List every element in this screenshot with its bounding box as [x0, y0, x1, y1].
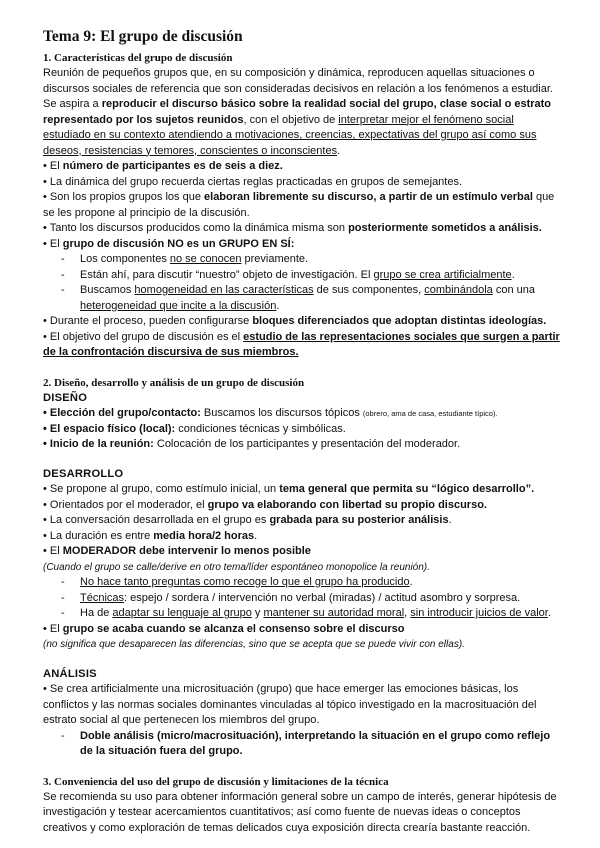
text: , [404, 607, 411, 619]
text: , con el objetivo de [243, 113, 339, 126]
bullet-duration [43, 529, 563, 545]
bullet-moderator [43, 544, 563, 560]
bold-text: reproducir el discurso básico sobre la realidad social del grupo, clase social o estrato representado por los sujetos reunidos [43, 98, 552, 126]
text: • El [43, 545, 63, 557]
text: que se les propone al principio de la discusión. [43, 191, 555, 219]
text: de sus componentes, [313, 284, 425, 296]
text: Los componentes [80, 253, 170, 265]
underlined-text: No hace tanto preguntas como recoge lo que el grupo ha producido [80, 576, 410, 588]
text: Están ahí, para discutir “nuestro” objeto de investigación. El [80, 268, 374, 281]
text: • El [43, 160, 63, 172]
bold-text: • Inicio de la reunión: [43, 438, 154, 450]
underlined-text: homogeneidad en las características [134, 284, 314, 296]
bold-text: grupo se acaba cuando se alcanza el consenso sobre el discurso [62, 622, 405, 635]
bold-text: media hora/2 horas [153, 529, 255, 542]
text: . [254, 529, 258, 542]
text: previamente. [241, 253, 309, 265]
text: Buscamos [80, 284, 135, 296]
dash-item [43, 729, 563, 760]
bold-text: grupo va elaborando con libertad su propio discurso. [207, 498, 487, 511]
bold-text: posteriormente sometidos a análisis. [348, 222, 542, 234]
text: • Se propone al grupo, como estímulo inicial, un [43, 483, 280, 495]
text: • Tanto los discursos producidos como la dinámica misma son [43, 222, 349, 234]
text: . [547, 607, 551, 619]
underlined-text: sin introducir juicios de valor [410, 607, 548, 619]
section-2-heading: 2. Diseño, desarrollo y análisis de un grupo de discusión [43, 376, 305, 389]
text: y [251, 607, 264, 619]
bold-text: grupo de discusión NO es un GRUPO EN SÍ: [62, 237, 295, 250]
bullet-dynamics: • La dinámica del grupo recuerda ciertas reglas practicadas en grupos de semejantes. [43, 175, 463, 188]
small-text: (obrero, ama de casa, estudiante típico). [362, 409, 498, 418]
subheading-diseno: DISEÑO [43, 391, 88, 404]
bullet-meeting-start [43, 437, 563, 453]
bold-text: • El espacio físico (local): [43, 422, 176, 435]
text: • La conversación desarrollada en el grupo es [43, 514, 270, 526]
text: Colocación de los participantes y presentación del moderador. [153, 438, 461, 450]
bold-text: bloques diferenciados que adoptan distintas ideologías. [252, 315, 547, 327]
bullet-physical-space [43, 422, 563, 438]
section-1-heading: 1. Características del grupo de discusión [43, 52, 233, 64]
dash-item [43, 606, 563, 622]
bold-text: número de participantes es de seis a diez. [62, 160, 283, 172]
s1-paragraph-1: Reunión de pequeños grupos que, en su composición y dinámica, reproducen aquellas situaciones o discursos sociales de referencia que son consideradas decisivos en relación a los fenómenos a estudiar. [43, 67, 553, 95]
section-3-heading: 3. Conveniencia del uso del grupo de discusión y limitaciones de la técnica [43, 775, 389, 788]
dash-item [43, 283, 563, 314]
subheading-desarrollo: DESARROLLO [43, 467, 124, 480]
bold-underlined-text: estudio de las representaciones sociales que surgen a partir de la confrontación discursiva de sus miembros. [43, 330, 560, 358]
bullet-consensus [43, 622, 563, 638]
text: . [511, 268, 515, 281]
subheading-analisis: ANÁLISIS [43, 667, 97, 680]
text: : espejo / sordera / intervención no verbal (miradas) / actitud asombro y sorpresa. [124, 591, 521, 604]
text: • La duración es entre [43, 529, 154, 542]
bullet-moderator-guidance [43, 498, 563, 514]
text: . [409, 576, 413, 588]
underlined-text: grupo se crea artificialmente [373, 268, 512, 281]
underlined-text: heterogeneidad que incite a la discusión [80, 299, 277, 312]
bullet-initial-stimulus [43, 482, 563, 498]
bullet-analysis [43, 221, 563, 237]
dash-item [43, 575, 563, 591]
bullet-not-group [43, 237, 563, 253]
underlined-text: no se conocen [169, 253, 242, 265]
bullet-objective [43, 330, 563, 361]
bold-text: grabada para su posterior análisis [269, 514, 449, 526]
s3-paragraph: Se recomienda su uso para obtener información general sobre un campo de interés, generar hipótesis de investigación y testear acercamientos cuantitativos; así como fuente de nuevas ideas o conceptos creativos y como exploración de temas delicados cuya exposición directa crearía bastante reacción. [43, 790, 557, 834]
text: . [337, 144, 341, 157]
text: . [448, 514, 452, 526]
text: con una [492, 284, 535, 296]
dash-item [43, 591, 563, 607]
underlined-text: mantener su autoridad moral [263, 607, 405, 619]
bullet-participants [43, 159, 563, 175]
bullet-ideological-blocks [43, 314, 563, 330]
bold-text: • Elección del grupo/contacto: [43, 407, 201, 419]
text: • El [43, 237, 63, 250]
text: • Orientados por el moderador, el [43, 498, 208, 511]
dash-item [43, 252, 563, 268]
text: Buscamos los discursos tópicos [200, 407, 363, 419]
text: • Son los propios grupos los que [43, 191, 205, 203]
s1-paragraph-2 [43, 97, 563, 159]
bullet-recording [43, 513, 563, 529]
moderator-note: (Cuando el grupo se calle/derive en otro tema/líder espontáneo monopolice la reunión). [43, 561, 430, 573]
underlined-text: adaptar su lenguaje al grupo [112, 607, 252, 619]
consensus-note: (no significa que desaparecen las diferencias, sino que se acepta que se puede vivir con ellas). [43, 639, 465, 650]
dash-item [43, 268, 563, 284]
bold-text: MODERADOR debe intervenir lo menos posible [62, 545, 311, 557]
document-page [43, 28, 563, 836]
bullet-free-discourse [43, 190, 563, 221]
bold-text: elaboran libremente su discurso, a partir de un estímulo verbal [204, 191, 533, 203]
text: Ha de [80, 607, 113, 619]
text: Se aspira a [43, 98, 102, 110]
bullet-microsituation: • Se crea artificialmente una microsituación (grupo) que hace emerger las emociones básicas, los conflictos y las normas sociales dominantes vinculadas al tópico investigado en la macrosituación del estrato social al que pertenecen los miembros del grupo. [43, 683, 537, 726]
text: • El objetivo del grupo de discusión es el [43, 330, 244, 343]
text: • Durante el proceso, pueden configurarse [43, 315, 253, 327]
text: • El [43, 622, 63, 635]
underlined-text: combinándola [424, 284, 493, 296]
text: condiciones técnicas y simbólicas. [175, 422, 346, 435]
underlined-text: Técnicas [80, 591, 125, 604]
underlined-text: interpretar mejor el fenómeno social estudiado en su contexto atendiendo a motivaciones, creencias, expectativas del grupo así como sus deseos, resistencias y temores, conscientes o inconscientes [43, 113, 537, 157]
bullet-group-selection [43, 406, 563, 422]
text: . [276, 299, 280, 312]
page-title: Tema 9: El grupo de discusión [43, 28, 243, 45]
bold-text: Doble análisis (micro/macrosituación), interpretando la situación en el grupo como reflejo de la situación fuera del grupo. [80, 729, 551, 757]
bold-text: tema general que permita su “lógico desarrollo”. [279, 483, 535, 495]
